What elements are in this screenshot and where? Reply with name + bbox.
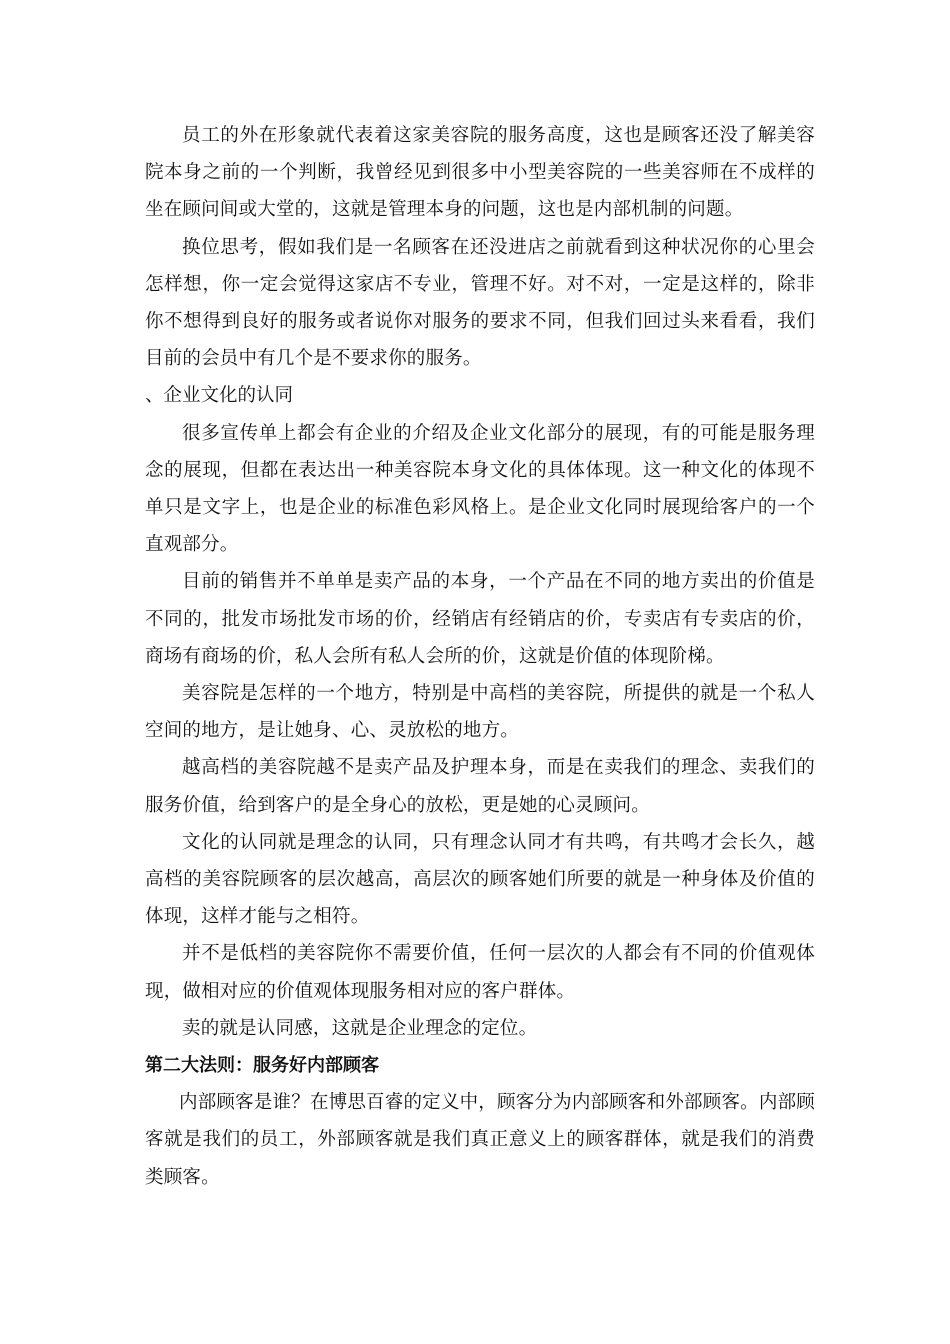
paragraph: 越高档的美容院越不是卖产品及护理本身，而是在卖我们的理念、卖我们的服务价值，给到客户的是全身心的放松，更是她的心灵顾问。	[145, 757, 815, 816]
paragraph: 美容院是怎样的一个地方，特别是中高档的美容院，所提供的就是一个私人空间的地方，是让她身、心、灵放松的地方。	[145, 683, 815, 742]
paragraph: 员工的外在形象就代表着这家美容院的服务高度，这也是顾客还没了解美容院本身之前的一个判断，我曾经见到很多中小型美容院的一些美容师在不成样的坐在顾问间或大堂的，这就是管理本身的问题，这也是内部机制的问题。	[145, 125, 815, 221]
rule-heading: 第二大法则：服务好内部顾客	[145, 1055, 379, 1077]
paragraph: 换位思考，假如我们是一名顾客在还没进店之前就看到这种状况你的心里会怎样想，你一定会觉得这家店不专业，管理不好。对不对，一定是这样的，除非你不想得到良好的服务或者说你对服务的要求不同，但我们回过头来看看，我们目前的会员中有几个是不要求你的服务。	[145, 236, 815, 370]
paragraph: 并不是低档的美容院你不需要价值，任何一层次的人都会有不同的价值观体现，做相对应的价值观体现服务相对应的客户群体。	[145, 943, 815, 1002]
paragraph: 很多宣传单上都会有企业的介绍及企业文化部分的展现，有的可能是服务理念的展现，但都在表达出一种美容院本身文化的具体体现。这一种文化的体现不单只是文字上，也是企业的标准色彩风格上。是企业文化同时展现给客户的一个直观部分。	[145, 422, 815, 556]
section-heading: 、企业文化的认同	[145, 385, 294, 407]
paragraph: 目前的销售并不单单是卖产品的本身，一个产品在不同的地方卖出的价值是不同的，批发市场批发市场的价，经销店有经销店的价，专卖店有专卖店的价，商场有商场的价，私人会所有私人会所的价，这就是价值的体现阶梯。	[145, 571, 815, 667]
document-body	[145, 117, 815, 1196]
paragraph: 内部顾客是谁？在博思百睿的定义中，顾客分为内部顾客和外部顾客。内部顾客就是我们的员工，外部顾客就是我们真正意义上的顾客群体，就是我们的消费类顾客。	[145, 1092, 815, 1188]
paragraph: 文化的认同就是理念的认同，只有理念认同才有共鸣，有共鸣才会长久，越高档的美容院顾客的层次越高，高层次的顾客她们所要的就是一种身体及价值的体现，这样才能与之相符。	[145, 831, 815, 928]
paragraph: 卖的就是认同感，这就是企业理念的定位。	[182, 1017, 538, 1039]
